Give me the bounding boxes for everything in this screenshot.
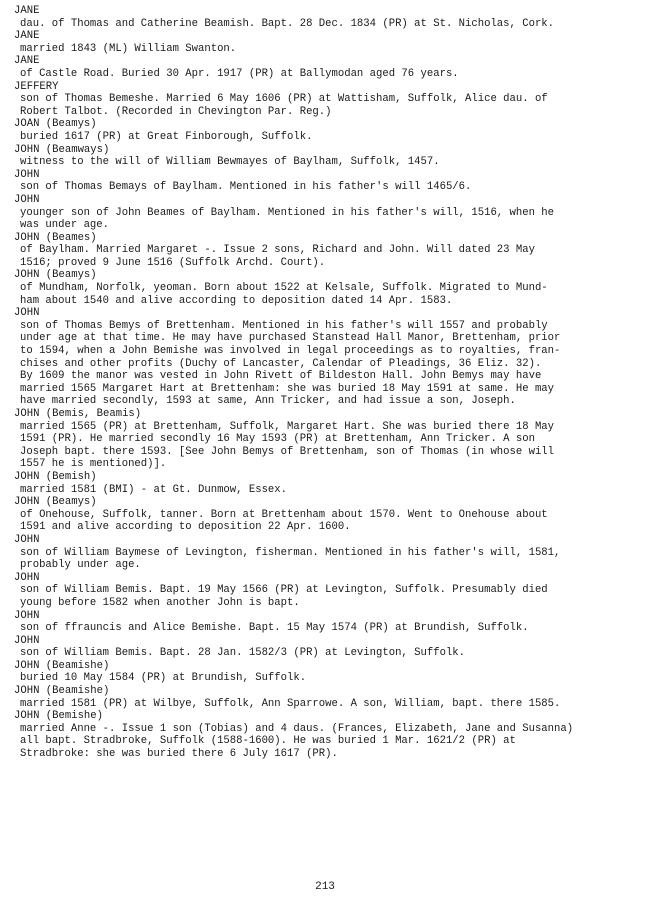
entry — [14, 635, 636, 660]
entry-text-line: son of Thomas Bemays of Baylham. Mentioned in his father's will 1465/6. — [20, 181, 472, 194]
entry-text-line: younger son of John Beames of Baylham. Mentioned in his father's will, 1516, when he — [20, 206, 555, 219]
entry — [14, 307, 636, 408]
entry-name: JOHN (Bemis, Beamis) — [14, 408, 142, 420]
entry-text-line: son of Thomas Bemeshe. Married 6 May 1606 (PR) at Wattisham, Suffolk, Alice dau. of — [20, 93, 548, 106]
entry-text-line: son of William Bemis. Bapt. 19 May 1566 (PR) at Levington, Suffolk. Presumably died — [20, 584, 548, 597]
entry-text-line: dau. of Thomas and Catherine Beamish. Bapt. 28 Dec. 1834 (PR) at St. Nicholas, Cork. — [20, 17, 555, 30]
entry — [14, 534, 636, 572]
entry-name: JOHN — [14, 634, 40, 647]
entry — [14, 169, 636, 194]
entry-name: JOHN (Bemishe) — [14, 710, 104, 723]
entry-text-line: son of ffrauncis and Alice Bemishe. Bapt. 15 May 1574 (PR) at Brundish, Suffolk. — [20, 622, 529, 635]
entry-text-line: to 1594, when a John Bemishe was involved in legal proceedings as to royalties, fran- — [20, 345, 561, 358]
entry-text-line: son of Thomas Bemys of Brettenham. Mentioned in his father's will 1557 and probably — [20, 319, 548, 332]
entry-text-line: Robert Talbot. (Recorded in Chevington Par. Reg.) — [20, 105, 332, 118]
entry — [14, 144, 636, 169]
entry-name: JANE — [14, 30, 40, 43]
entry-text-line: probably under age. — [20, 559, 141, 572]
entry-name: JOHN — [14, 571, 40, 584]
entry-name: JOHN — [14, 168, 40, 181]
entry-text-line: of Onehouse, Suffolk, tanner. Born at Brettenham about 1570. Went to Onehouse about — [20, 508, 548, 521]
entry — [14, 408, 636, 471]
entry-name: JOHN (Beamys) — [14, 269, 97, 282]
entry-text-line: of Castle Road. Buried 30 Apr. 1917 (PR) at Ballymodan aged 76 years. — [20, 67, 459, 80]
entry-text-line: young before 1582 when another John is bapt. — [20, 596, 300, 609]
entry — [14, 118, 636, 143]
entry-name: JOHN — [14, 307, 40, 320]
entry — [14, 471, 636, 496]
entry-name: JOHN (Beamishe) — [14, 659, 110, 672]
entry-text-line: married 1565 Margaret Hart at Brettenham: she was buried 18 May 1591 at same. He may — [20, 382, 555, 395]
entry-name: JANE — [14, 55, 40, 68]
entry-text-line: under age at that time. He may have purchased Stanstead Hall Manor, Brettenham, prior — [20, 332, 561, 345]
entry — [14, 232, 636, 270]
entry-name: JOHN — [14, 193, 40, 206]
entry-name: JOHN — [14, 609, 40, 622]
entry — [14, 5, 636, 30]
entry — [14, 685, 636, 710]
entry-name: JOHN (Beamways) — [14, 143, 110, 156]
entry — [14, 710, 636, 760]
entry-text-line: of Mundham, Norfolk, yeoman. Born about 1522 at Kelsale, Suffolk. Migrated to Mund- — [20, 282, 548, 295]
entry-name: JOHN (Beamys) — [14, 496, 97, 509]
entry-text-line: 1516; proved 9 June 1516 (Suffolk Archd. Court). — [20, 256, 326, 269]
entry-text-line: have married secondly, 1593 at same, Ann Tricker, and had issue a son, Joseph. — [20, 395, 516, 408]
entry-text-line: son of William Bemis. Bapt. 28 Jan. 1582/3 (PR) at Levington, Suffolk. — [20, 647, 466, 660]
entry — [14, 55, 636, 80]
entry-text-line: was under age. — [20, 219, 110, 232]
entry-name: JOHN (Beamishe) — [14, 685, 110, 698]
entry-text-line: 1591 (PR). He married secondly 16 May 1593 (PR) at Brettenham, Ann Tricker. A son — [20, 433, 535, 446]
entry-text-line: 1591 and alive according to deposition 22 Apr. 1600. — [20, 521, 351, 534]
entry-text-line: of Baylham. Married Margaret -. Issue 2 sons, Richard and John. Will dated 23 May — [20, 244, 535, 257]
entry-text-line: Joseph bapt. there 1593. [See John Bemys of Brettenham, son of Thomas (in whose will — [20, 445, 555, 458]
entry — [14, 81, 636, 119]
entry-text-line: Stradbroke: she was buried there 6 July 1617 (PR). — [20, 748, 338, 761]
entry-name: JANE — [14, 5, 40, 17]
entry-name: JOHN — [14, 533, 40, 546]
entry-name: JOHN (Beames) — [14, 231, 97, 244]
entry-text-line: all bapt. Stradbroke, Suffolk (1588-1600). He was buried 1 Mar. 1621/2 (PR) at — [20, 735, 516, 748]
entry-text-line: married 1581 (BMI) - at Gt. Dunmow, Essex. — [20, 483, 288, 496]
entry — [14, 660, 636, 685]
entry — [14, 572, 636, 610]
entry-text-line: married 1843 (ML) William Swanton. — [20, 42, 237, 55]
entry — [14, 610, 636, 635]
entry-text-line: chises and other profits (Duchy of Lancaster, Calendar of Pleadings, 36 Eliz. 32). — [20, 357, 542, 370]
entry-text-line: witness to the will of William Bewmayes of Baylham, Suffolk, 1457. — [20, 156, 440, 169]
entry-text-line: married Anne -. Issue 1 son (Tobias) and 4 daus. (Frances, Elizabeth, Jane and Susanna) — [20, 722, 574, 735]
entry-text-line: buried 1617 (PR) at Great Finborough, Suffolk. — [20, 130, 313, 143]
entry-name: JOAN (Beamys) — [14, 118, 97, 131]
entry — [14, 269, 636, 307]
page-number: 213 — [315, 881, 335, 893]
entry-text-line: 1557 he is mentioned)]. — [20, 458, 167, 471]
entry-text-line: By 1609 the manor was vested in John Rivett of Bildeston Hall. John Bemys may have — [20, 370, 542, 383]
entry-text-line: buried 10 May 1584 (PR) at Brundish, Suffolk. — [20, 672, 307, 685]
entry-name: JOHN (Bemish) — [14, 470, 97, 483]
entry-text-line: married 1565 (PR) at Brettenham, Suffolk, Margaret Hart. She was buried there 18 May — [20, 420, 555, 433]
entry-text-line: son of William Baymese of Levington, fisherman. Mentioned in his father's will, 1581, — [20, 546, 561, 559]
entry-name: JEFFERY — [14, 80, 59, 93]
entry-text-line: ham about 1540 and alive according to deposition dated 14 Apr. 1583. — [20, 294, 453, 307]
entry — [14, 194, 636, 232]
entry — [14, 30, 636, 55]
entry-text-line: married 1581 (PR) at Wilbye, Suffolk, Ann Sparrowe. A son, William, bapt. there 1585. — [20, 697, 561, 710]
entry — [14, 496, 636, 534]
entry-list — [14, 5, 636, 761]
